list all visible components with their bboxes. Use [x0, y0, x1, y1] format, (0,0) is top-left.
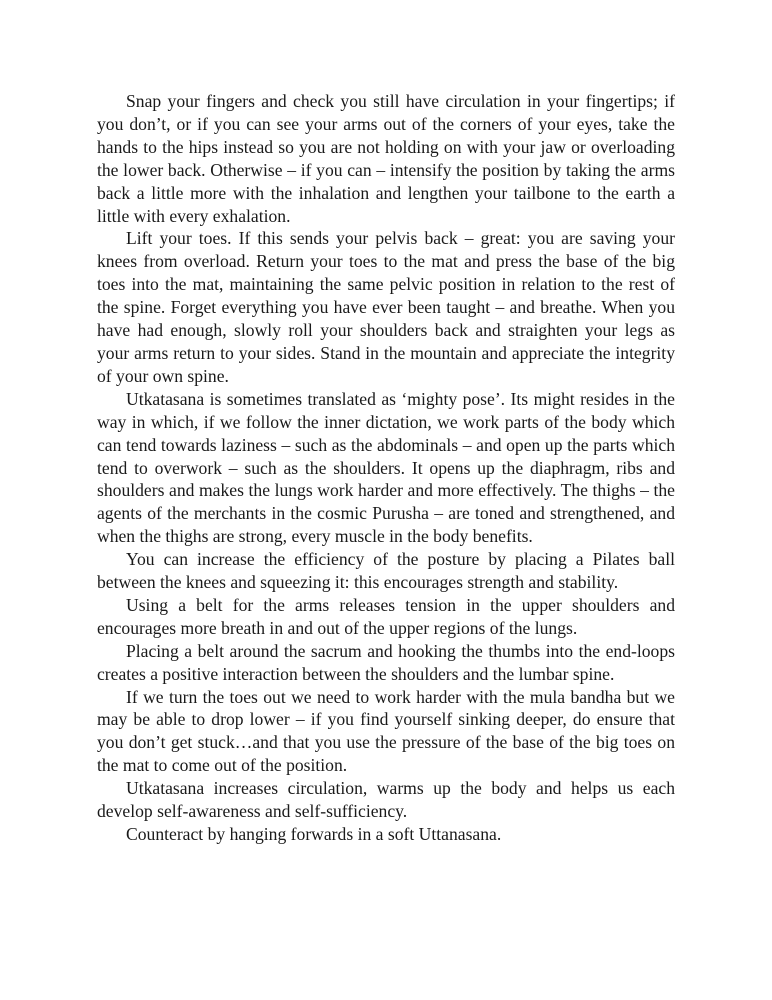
paragraph-circulation-check: Snap your fingers and check you still have circulation in your fingertips; if you don’t, or if you can see your arms out of the corners of your eyes, take the hands to the hips instead so you are not holding on with your jaw or overloading the lower back. Otherwise – if you can – intensify the position by taking the arms back a little more with the inhalation and lengthen your tailbone to the earth a little with every exhalation. — [97, 91, 675, 226]
paragraph-pilates-ball: You can increase the efficiency of the posture by placing a Pilates ball between the knees and squeezing it: this encourages strength and stability. — [97, 549, 675, 593]
paragraph-toes-out: If we turn the toes out we need to work harder with the mula bandha but we may be able to drop lower – if you find yourself sinking deeper, do ensure that you don’t get stuck…and that you use the pressure of the base of the big toes on the mat to come out of the position. — [97, 686, 675, 776]
paragraph-counteract: Counteract by hanging forwards in a soft Uttanasana. — [126, 824, 502, 844]
paragraph-belt-sacrum: Placing a belt around the sacrum and hooking the thumbs into the end-loops creates a positive interaction between the shoulders and the lumbar spine. — [97, 640, 675, 684]
document-page — [97, 90, 675, 846]
paragraph-benefits: Utkatasana increases circulation, warms up the body and helps us each develop self-awareness and self-sufficiency. — [97, 778, 675, 822]
paragraph-lift-toes: Lift your toes. If this sends your pelvis back – great: you are saving your knees from overload. Return your toes to the mat and press the base of the big toes into the mat, maintaining the same pelvic position in relation to the rest of the spine. Forget everything you have ever been taught – and breathe. When you have had enough, slowly roll your shoulders back and straighten your legs as your arms return to your sides. Stand in the mountain and appreciate the integrity of your own spine. — [97, 228, 675, 386]
paragraph-mighty-pose: Utkatasana is sometimes translated as ‘mighty pose’. Its might resides in the way in which, if we follow the inner dictation, we work parts of the body which can tend towards laziness – such as the abdominals – and open up the parts which tend to overwork – such as the shoulders. It opens up the diaphragm, ribs and shoulders and makes the lungs work harder and more effectively. The thighs – the agents of the merchants in the cosmic Purusha – are toned and strengthened, and when the thighs are strong, every muscle in the body benefits. — [97, 388, 675, 547]
paragraph-belt-arms: Using a belt for the arms releases tension in the upper shoulders and encourages more breath in and out of the upper regions of the lungs. — [97, 594, 675, 638]
